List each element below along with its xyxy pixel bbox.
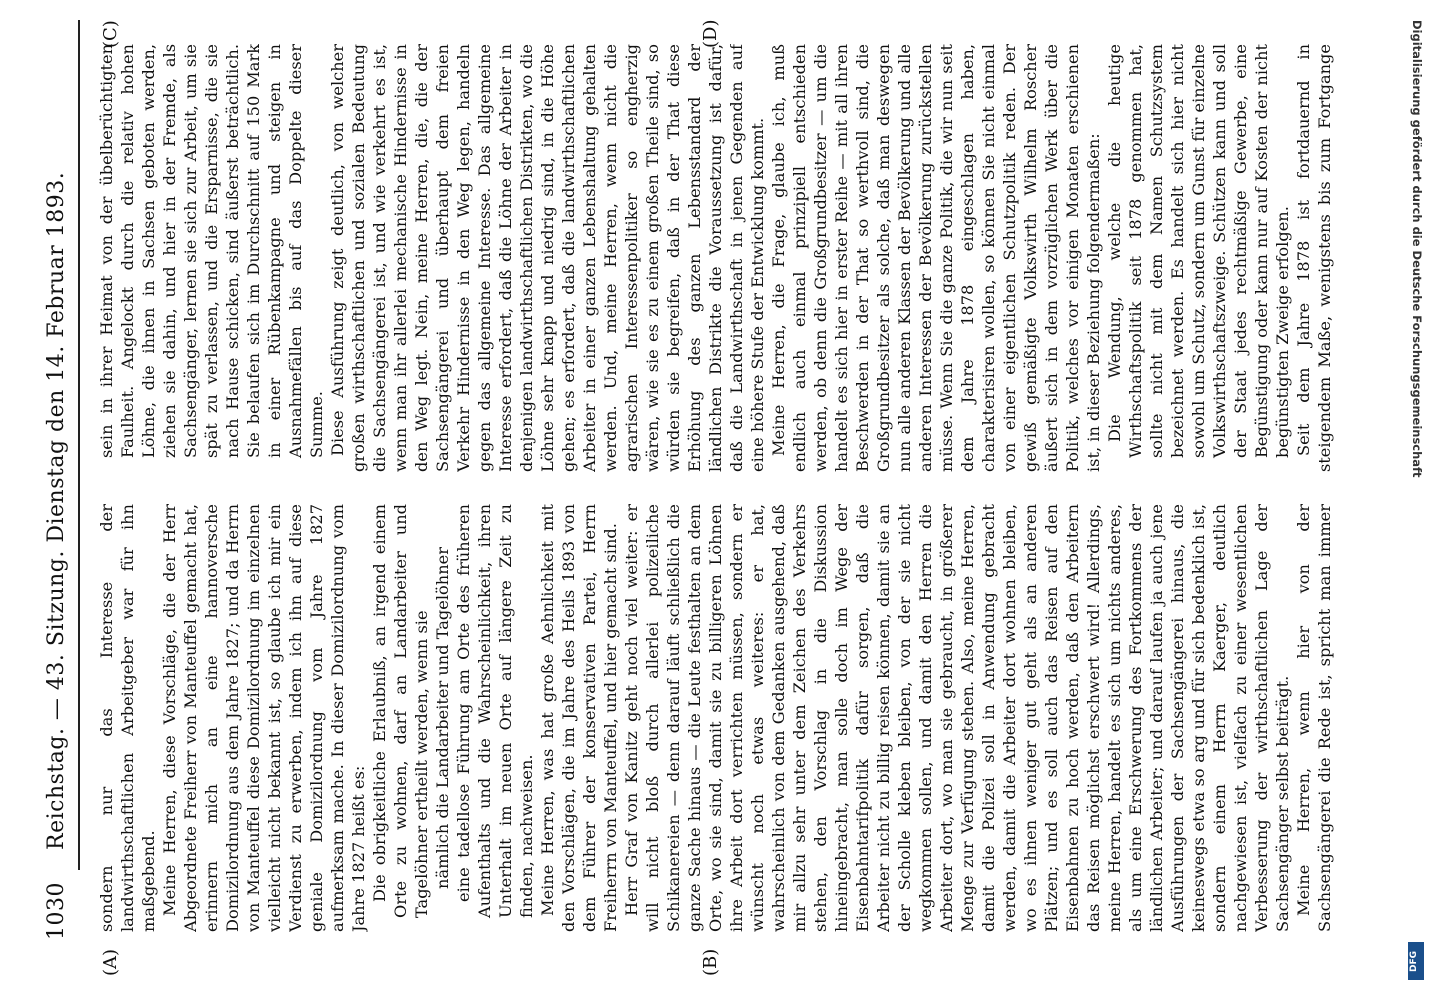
page-header	[40, 20, 80, 940]
text-column-left	[96, 504, 1336, 932]
running-title: Reichstag. — 43. Sitzung. Dienstag den 14. Februar 1893.	[44, 171, 69, 850]
margin-mark-c: (C)	[100, 20, 121, 48]
dfg-logo-text: DFG	[1409, 950, 1419, 972]
interjection: nämlich die Landarbeiter und Tagelöhner	[433, 547, 452, 889]
credit-text: Digitalisierung gefördert durch die Deutsche Forschungsgemeinschaft	[1410, 20, 1424, 478]
paragraph: sondern nur das Interesse der landwirthschaftlichen Arbeitgeber war für ihn maßgebend.	[97, 504, 158, 932]
margin-mark-a: (A)	[100, 948, 121, 976]
paragraph: Meine Herren, was hat große Aehnlichkeit mit den Vorschlägen, die im Jahre des Heils 1893 von dem Führer der konservativen Partei, Herrn Freiherrn von Manteuffel, und hier gemacht sind.	[538, 504, 620, 932]
quotation: sein in ihrer Heimat von der übelberüchtigten Faulheit. Angelockt durch die relativ hohen Löhne, die ihnen in Sachsen geboten werden, ziehen sie dahin, und hier in der Fremde, als Sachsengänger, lernen sie sich zur Arbeit, um sie spät zu verlassen, und die Ersparnisse, die sie nach Hause schicken, sind äußerst beträchtlich. Sie belaufen sich im Durchschnitt auf 150 Mark in einer Rübenkampagne und steigen in Ausnahmefällen bis auf das Doppelte dieser Summe.	[97, 44, 326, 458]
paragraph: Diese Ausführung zeigt deutlich, von welcher großen wirthschaftlichen und sozialen Bedeutung die Sachsengängerei ist, und wie verkehrt es ist, wenn man ihr allerlei mechanische Hindernisse in den Weg legt. Nein, meine Herren, die, die der Sachsengängerei und überhaupt dem freien Verkehr Hindernisse in den Weg legen, handeln gegen das allgemeine Interesse. Das allgemeine Interesse erfordert, daß die Löhne der Arbeiter in denjenigen landwirthschaftlichen Distrikten, wo die Löhne sehr knapp und niedrig sind, in die Höhe gehen; es erfordert, daß die landwirthschaftlichen Arbeiter in einer ganzen Lebenshaltung gehalten werden. Und, meine Herren, wenn nicht die agrarischen Interessenpolitiker so engherzig wären, wie sie es zu einem großen Theile sind, so würden sie begreifen, daß in der That diese Erhöhung des ganzen Lebensstandard der ländlichen Distrikte die Voraussetzung ist dafür, daß die Landwirthschaft in jenen Gegenden auf eine höhere Stufe der Entwicklung kommt.	[328, 44, 767, 472]
quotation: eine tadellose Führung am Orte des früheren Aufenthalts und die Wahrscheinlichkeit, ihren Unterhalt im neuen Orte auf längere Zeit zu finden, nachweisen.	[454, 504, 536, 918]
header-rule	[78, 20, 80, 870]
text-column-right	[96, 44, 1336, 472]
paragraph: Meine Herren, wenn hier von der Sachsengängerei die Rede ist, spricht man immer	[1294, 504, 1334, 932]
margin-mark-b: (B)	[700, 948, 721, 976]
quotation: Die Wendung, welche die heutige Wirthschaftspolitik seit 1878 genommen hat, sollte nicht mit dem Namen Schutzsystem bezeichnet werden. Es handelt sich hier nicht sowohl um Schutz, sondern um Gunst für einzelne Volkswirthschaftszweige. Schützen kann und soll der Staat jedes rechtmäßige Gewerbe, eine Begünstigung oder kann nur auf Kosten der nicht begünstigten Zweige erfolgen.	[1105, 44, 1292, 458]
paragraph: Meine Herren, die Frage, glaube ich, muß endlich auch einmal prinzipiell entschieden werden, ob denn die Großgrundbesitzer — um die handelt es sich hier in erster Reihe — mit all ihren Beschwerden in der That so werthvoll sind, die Großgrundbesitzer als solche, daß man deswegen nun alle anderen Klassen der Bevölkerung und alle anderen Interessen der Bevölkerung zurückstellen müsse. Wenn Sie die ganze Politik, die wir nun seit dem Jahre 1878 eingeschlagen haben, charakterisiren wollen, so können Sie nicht einmal von einer eigentlichen Schutzpolitik reden. Der gewiß gemäßigte Volkswirth Wilhelm Roscher äußert sich in dem vorzüglichen Werk über die Politik, welches vor einigen Monaten erschienen ist, in dieser Beziehung folgendermaßen:	[769, 44, 1103, 472]
margin-mark-d: (D)	[700, 19, 721, 48]
paragraph: Herr Graf von Kanitz geht noch viel weiter: er will nicht bloß durch allerlei polizeiliche Schikanereien — denn darauf läuft schließlich die ganze Sache hinaus — die Leute festhalten an dem Orte, wo sie sind, damit sie zu billigeren Löhnen ihre Arbeit dort verrichten müssen, sondern er wünscht noch etwas weiteres: er hat, wahrscheinlich von dem Gedanken ausgehend, daß mir allzu sehr unter dem Zeichen des Verkehrs stehen, den Vorschlag in die Diskussion hineingebracht, man solle doch im Wege der Eisenbahntarifpolitik dafür sorgen, daß die Arbeiter nicht zu billig reisen können, damit sie an der Scholle kleben bleiben, von der sie nicht wegkommen sollen, und damit den Herren die Arbeiter dort, wo man sie gebraucht, in größerer Menge zur Verfügung stehen. Also, meine Herren, damit die Polizei soll in Anwendung gebracht werden, damit die Arbeiter dort wohnen bleiben, wo es ihnen weniger gut geht als an anderen Plätzen; und es soll auch das Reisen auf den Eisenbahnen zu hoch werden, daß den Arbeitern das Reisen möglichst erschwert wird! Allerdings, meine Herren, handelt es sich um nichts anderes, als um eine Erschwerung des Fortkommens der ländlichen Arbeiter; und darauf laufen ja auch jene Ausführungen der Sachsengängerei hinaus, die keineswegs etwa so arg und für sich bedenklich ist, sondern einem Herrn Kaerger, deutlich nachgewiesen ist, vielfach zu einer wesentlichen Verbesserung der wirthschaftlichen Lage der Sachsengänger selbst beiträgt.	[622, 504, 1292, 932]
dfg-logo-icon	[1408, 942, 1424, 980]
paragraph: Meine Herren, diese Vorschläge, die der Herr Abgeordnete Freiherr von Manteuffel gemacht hat, erinnern mich an eine hannoversche Domizilordnung aus dem Jahre 1827; und da Herrn von Manteuffel diese Domizilordnung im einzelnen vielleicht nicht bekannt ist, so glaube ich mir ein Verdienst zu erwerben, indem ich ihn auf diese geniale Domizilordnung vom Jahre 1827 aufmerksam mache. In dieser Domizilordnung vom Jahre 1827 heißt es:	[160, 504, 368, 932]
page-number: 1030	[44, 882, 69, 940]
quotation: Die obrigkeitliche Erlaubniß, an irgend einem Orte zu wohnen, darf an Landarbeiter und Tagelöhner ertheilt werden, wenn sie	[370, 504, 431, 918]
digitization-credit	[1408, 20, 1424, 980]
paragraph: Seit dem Jahre 1878 ist fortdauernd in steigendem Maße, wenigstens bis zum Fortgange	[1294, 44, 1334, 472]
